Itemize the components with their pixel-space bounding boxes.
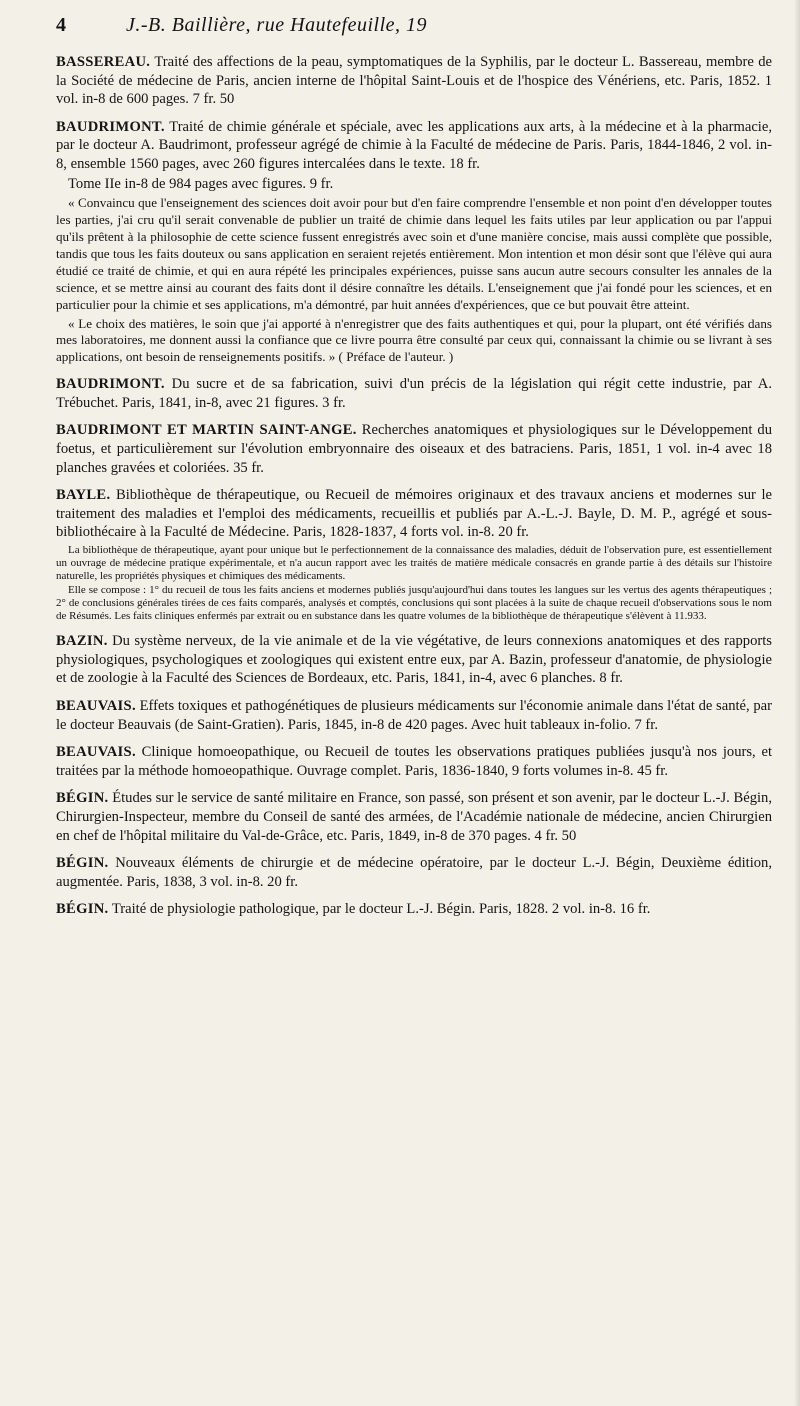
entry-note: Elle se compose : 1° du recueil de tous les faits anciens et modernes publiés jusqu'aujourd'hui dans toutes les langues sur les vertus des agents thérapeutiques ; 2° de conclusions générales tirées de ces faits comparés, analysés et comptés, conclusions qui sont placées à la suite de chaque recueil d'observations sous le nom de Résumés. Les faits cliniques enfermés par extrait ou en substance dans les quatre volumes de la bibliothèque de thérapeutique s'élèvent à 11.933. xyxy=(56,583,772,622)
author-name: BAYLE. xyxy=(56,487,111,504)
page-edge-shadow xyxy=(794,0,800,1406)
author-name: BÉGIN. xyxy=(56,901,109,918)
entry-text: Recherches anatomiques et physiologiques sur le Développement du foetus, et particulièrement sur l'évolution embryonnaire des oiseaux et des batraciens. Paris, 1851, 1 vol. in-4 avec 18 planches gravées et coloriées. 35 fr. xyxy=(56,422,772,476)
entry-note: La bibliothèque de thérapeutique, ayant pour unique but le perfectionnement de la connaissance des maladies, déduit de l'observation pure, est essentiellement un ouvrage de médecine pratique expérimentale, et n'a aucun rapport avec les traités de matière médicale consacrés en grande partie à des détails sur l'histoire naturelle, les propriétés physiques et chimiques des médicaments. xyxy=(56,543,772,583)
entry-text: Études sur le service de santé militaire en France, son passé, son présent et son avenir, par le docteur L.-J. Bégin, Chirurgien-Inspecteur, membre du Conseil de santé des armées, de l'Académie nationale de médecine, ancien Chirurgien en chef de l'hôpital militaire du Val-de-Grâce, etc. Paris, 1849, in-8 de 370 pages. 4 fr. 50 xyxy=(56,790,772,844)
entry-description xyxy=(56,421,772,477)
author-name: BAUDRIMONT. xyxy=(56,376,165,393)
catalogue-entry xyxy=(56,632,772,688)
entry-description xyxy=(56,375,772,412)
catalogue-entry xyxy=(56,421,772,477)
entry-text: Bibliothèque de thérapeutique, ou Recueil de mémoires originaux et des travaux anciens et modernes sur le traitement des maladies et l'emploi des médicaments, recueillis et publiés par A.-L.-J. Bayle, D. M. P., agrégé et sous-bibliothécaire à la Faculté de Médecine. Paris, 1828-1837, 4 forts vol. in-8. 20 fr. xyxy=(56,487,772,541)
author-name: BÉGIN. xyxy=(56,790,109,807)
entry-description xyxy=(56,697,772,734)
entry-text: Traité des affections de la peau, symptomatiques de la Syphilis, par le docteur L. Bassereau, membre de la Société de médecine de Paris, ancien interne de l'hôpital Saint-Louis et de l'hospice des Vénériens, etc. Paris, 1852. 1 vol. in-8 de 600 pages. 7 fr. 50 xyxy=(56,54,772,108)
author-name: BAZIN. xyxy=(56,633,108,650)
catalogue-entry xyxy=(56,743,772,780)
entry-description xyxy=(56,789,772,845)
entry-text: Clinique homoeopathique, ou Recueil de toutes les observations pratiques publiées jusqu'à nos jours, et traitées par la méthode homoeopathique. Ouvrage complet. Paris, 1836-1840, 9 forts volumes in-8. 45 fr. xyxy=(56,744,772,779)
catalogue-entry xyxy=(56,697,772,734)
entry-text: Du sucre et de sa fabrication, suivi d'un précis de la législation qui régit cette industrie, par A. Trébuchet. Paris, 1841, in-8, avec 21 figures. 3 fr. xyxy=(56,376,772,411)
entry-description xyxy=(56,743,772,780)
catalogue-entry xyxy=(56,854,772,891)
author-name: BASSEREAU. xyxy=(56,54,151,70)
catalogue-entry xyxy=(56,53,772,109)
entry-description xyxy=(56,854,772,891)
entry-paragraph xyxy=(56,175,772,194)
entry-text: Traité de physiologie pathologique, par le docteur L.-J. Bégin. Paris, 1828. 2 vol. in-8. 16 fr. xyxy=(111,901,651,918)
entry-text: Effets toxiques et pathogénétiques de plusieurs médicaments sur l'économie animale dans l'état de santé, par le docteur Beauvais (de Saint-Gratien). Paris, 1845, in-8 de 420 pages. Avec huit tableaux in-folio. 7 fr. xyxy=(56,697,772,733)
author-name: BEAUVAIS. xyxy=(56,744,136,761)
author-name: BAUDRIMONT ET MARTIN SAINT-ANGE. xyxy=(56,422,357,439)
catalogue-entry xyxy=(56,375,772,412)
page-number: 4 xyxy=(56,14,66,36)
entry-description xyxy=(56,632,772,688)
catalogue-entry xyxy=(56,118,772,366)
entry-description xyxy=(56,486,772,542)
entry-text: Traité de chimie générale et spéciale, avec les applications aux arts, à la médecine et à la pharmacie, par le docteur A. Baudrimont, professeur agrégé de chimie à la Faculté de médecine de Paris. Paris, 1844-1846, 2 vol. in-8, ensemble 1560 pages, avec 260 figures intercalées dans le texte. 18 fr. xyxy=(56,118,772,172)
entry-description xyxy=(56,900,772,919)
entry-text: Nouveaux éléments de chirurgie et de médecine opératoire, par le docteur L.-J. Bégin, Deuxième édition, augmentée. Paris, 1838, 3 vol. in-8. 20 fr. xyxy=(56,855,772,890)
author-name: BEAUVAIS. xyxy=(56,697,136,714)
page-header xyxy=(56,14,772,44)
running-head: J.-B. Baillière, rue Hautefeuille, 19 xyxy=(126,14,428,36)
preface-quote: « Convaincu que l'enseignement des sciences doit avoir pour but d'en faire comprendre l'ensemble et non point d'en développer toutes les parties, j'ai cru qu'il serait convenable de publier un traité de chimie dans lequel les faits utiles par leur application ou par l'appui qu'ils prêtent à la philosophie de cette science fussent enregistrés avec soin et d'une manière concise, mais aussi complète que possible, tandis que tous les faits douteux ou sans application en seraient rejetés entièrement. Mon intention et mon désir sont que l'élève qui aura étudié ce traité de chimie, et qui en aura répété les principales expériences, puisse sans aucun autre secours consulter les annales de la science, et se mettre ainsi au courant des faits dont il désire connaître les détails. L'enseignement que j'ai fondé pour les sciences, et en particulier pour la chimie et ses applications, m'a démontré, par huit années d'expériences, que ce but pouvait être atteint. xyxy=(56,195,772,312)
catalogue-entry xyxy=(56,486,772,623)
catalogue-entry xyxy=(56,789,772,845)
entry-text: Du système nerveux, de la vie animale et de la vie végétative, de leurs connexions anatomiques et des rapports physiologiques, psychologiques et zoologiques qui existent entre eux, par A. Bazin, professeur d'anatomie, de physiologie et de zoologie à la Faculté des Sciences de Bordeaux, etc. Paris, 1841, in-4, avec 6 planches. 8 fr. xyxy=(56,633,772,687)
author-name: BÉGIN. xyxy=(56,855,109,872)
preface-quote: « Le choix des matières, le soin que j'ai apporté à n'enregistrer que des faits authentiques et qui, pour la plupart, ont été vérifiés dans mes laboratoires, me donnent aussi la confiance que ce livre pourra être consulté par ceux qui, connaissant la chimie ou se livrant à ses applications, ont besoin de renseignements positifs. » ( Préface de l'auteur. ) xyxy=(56,315,772,365)
author-name: BAUDRIMONT. xyxy=(56,118,165,135)
catalogue-entries xyxy=(56,53,772,919)
entry-text: Tome IIe in-8 de 984 pages avec figures. 9 fr. xyxy=(68,175,334,192)
catalogue-entry xyxy=(56,900,772,919)
entry-description xyxy=(56,53,772,109)
entry-description xyxy=(56,118,772,174)
